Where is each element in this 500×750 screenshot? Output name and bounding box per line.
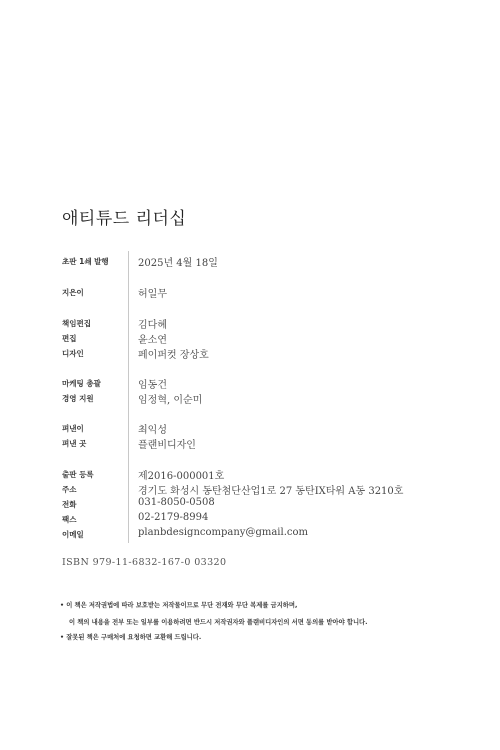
colophon-value: 플랜비디자인 [138,440,196,451]
colophon-label: 주소 [62,485,77,494]
colophon-label: 펴낸 곳 [62,439,87,448]
book-title: 애티튜드 리더십 [62,209,187,229]
colophon-label: 편집 [62,334,77,343]
colophon-value: 최익성 [138,425,167,436]
colophon-label: 이메일 [62,530,84,539]
colophon-label: 책임편집 [62,319,91,328]
colophon-label: 출판 등록 [62,470,94,479]
colophon-value: 허일무 [138,289,167,300]
colophon-value: 2025년 4월 18일 [138,258,218,269]
colophon-label: 디자인 [62,349,84,358]
copyright-note: • 잘못된 책은 구매처에 요청하면 교환해 드립니다. [60,634,202,641]
colophon-label: 펴낸이 [62,424,84,433]
colophon-value: planbdesigncompany@gmail.com [138,527,308,538]
copyright-note: 이 책의 내용을 전부 또는 일부를 이용하려면 반드시 저작권자와 플랜비디자인의 서면 동의를 받아야 합니다. [69,619,368,626]
colophon-label: 지은이 [62,288,84,297]
colophon-value: 경기도 화성시 동탄첨단산업1로 27 동탄IX타워 A동 3210호 [138,486,404,497]
colophon-label: 전화 [62,500,77,509]
colophon-value: 임동건 [138,380,167,391]
isbn-line: ISBN 979-11-6832-167-0 03320 [62,557,227,568]
colophon-value: 윤소연 [138,335,167,346]
colophon-label: 마케팅 총괄 [62,379,101,388]
colophon-value: 임정혁, 이순미 [138,395,203,406]
colophon-value: 031-8050-0508 [138,497,215,508]
colophon-value: 김다혜 [138,320,167,331]
colophon-label: 경영 지원 [62,394,94,403]
colophon-label: 초판 1쇄 발행 [62,257,109,266]
colophon-value: 제2016-000001호 [138,471,225,482]
copyright-note: • 이 책은 저작권법에 따라 보호받는 저작물이므로 무단 전재와 무단 복제를 금지하며, [60,602,298,609]
colophon-value: 페이퍼컷 장상호 [138,350,209,361]
colophon-value: 02-2179-8994 [138,512,209,523]
colophon-label: 팩스 [62,515,77,524]
